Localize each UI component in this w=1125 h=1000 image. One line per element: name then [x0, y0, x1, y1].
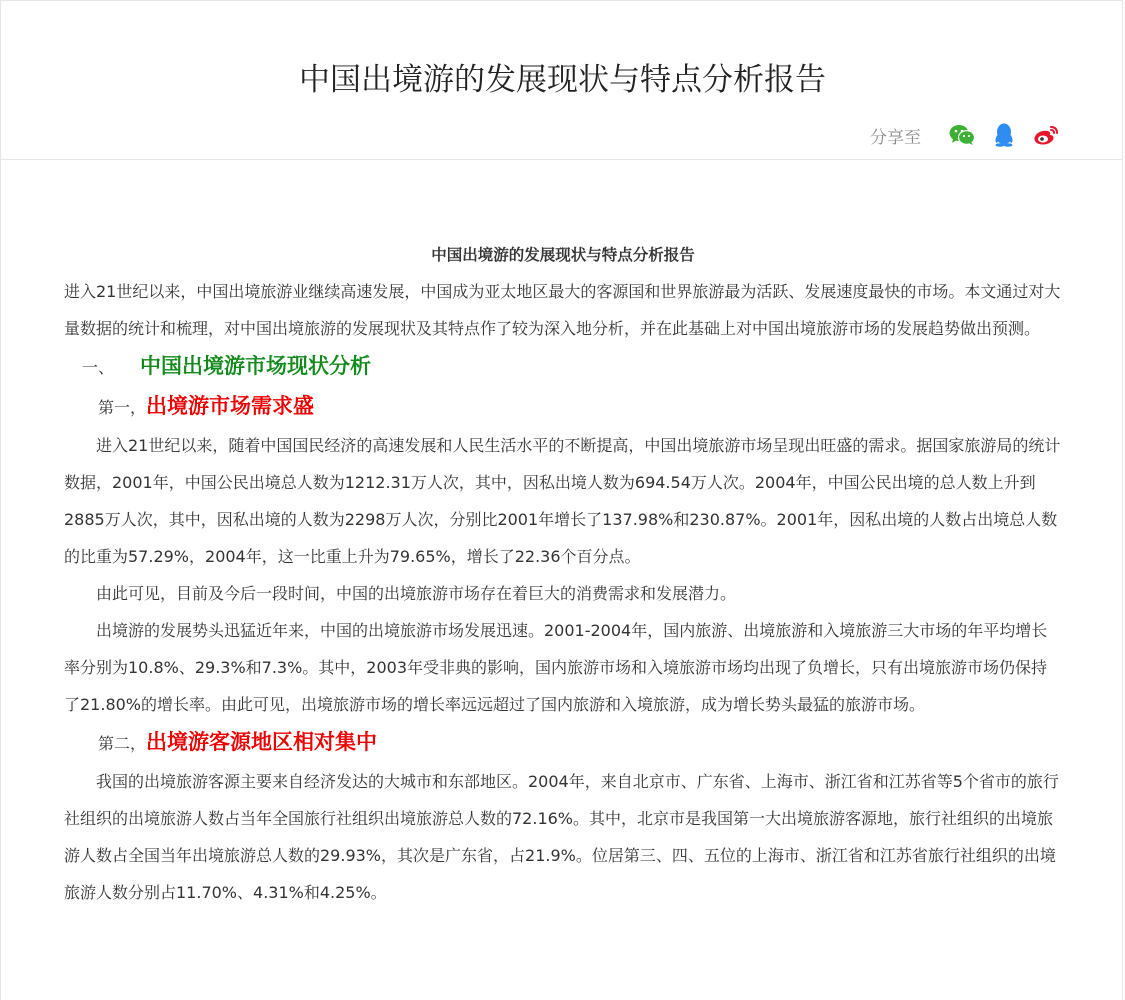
share-label: 分享至	[870, 127, 921, 148]
intro-paragraph: 进入21世纪以来，中国出境旅游业继续高速发展，中国成为亚太地区最大的客源国和世界旅游最为活跃、发展速度最快的市场。本文通过对大量数据的统计和梳理，对中国出境旅游的发展现状及其特点作了较为深入地分析，并在此基础上对中国出境旅游市场的发展趋势做出预测。	[64, 282, 1061, 338]
subsection-title: 出境游市场需求盛	[146, 394, 315, 418]
section-heading	[64, 347, 1062, 387]
paragraph: 进入21世纪以来，随着中国国民经济的高速发展和人民生活水平的不断提高，中国出境旅游市场呈现出旺盛的需求。据国家旅游局的统计数据，2001年，中国公民出境总人数为1212.31万人次，其中，因私出境人数为694.54万人次。2004年，中国公民出境的总人数上升到2885万人次，其中，因私出境的人数为2298万人次，分别比2001年增长了137.98%和230.87%。2001年，因私出境的人数占出境总人数的比重为57.29%，2004年，这一比重上升为79.65%，增长了22.36个百分点。	[64, 436, 1061, 566]
subsection-lead: 第二，	[98, 734, 147, 753]
subsection-lead: 第一，	[98, 398, 147, 417]
paragraph: 我国的出境旅游客源主要来自经济发达的大城市和东部地区。2004年，来自北京市、广东省、上海市、浙江省和江苏省等5个省市的旅行社组织的出境旅游人数占当年全国旅行社组织出境旅游总人数的72.16%。其中，北京市是我国第一大出境旅游客源地，旅行社组织的出境旅游人数占全国当年出境旅游总人数的29.93%，其次是广东省，占21.9%。位居第三、四、五位的上海市、浙江省和江苏省旅行社组织的出境旅游人数分别占11.70%、4.31%和4.25%。	[64, 772, 1059, 902]
qq-icon[interactable]	[989, 120, 1019, 150]
subsection-heading-2	[64, 723, 1062, 763]
subsection-heading-1	[64, 387, 1062, 427]
paragraph: 由此可见，目前及今后一段时间，中国的出境旅游市场存在着巨大的消费需求和发展潜力。	[96, 584, 737, 603]
article-content	[64, 237, 1062, 911]
section-number: 一、	[82, 358, 115, 377]
wechat-icon[interactable]	[947, 120, 977, 150]
article-title: 中国出境游的发展现状与特点分析报告	[431, 246, 695, 264]
page-header	[0, 0, 1123, 160]
page-title: 中国出境游的发展现状与特点分析报告	[299, 62, 826, 98]
section-title: 中国出境游市场现状分析	[140, 354, 371, 378]
share-bar	[870, 120, 1061, 150]
weibo-icon[interactable]	[1031, 120, 1061, 150]
subsection-title: 出境游客源地区相对集中	[146, 730, 378, 754]
paragraph: 出境游的发展势头迅猛近年来，中国的出境旅游市场发展迅速。2001-2004年，国内旅游、出境旅游和入境旅游三大市场的年平均增长率分别为10.8%、29.3%和7.3%。其中，2003年受非典的影响，国内旅游市场和入境旅游市场均出现了负增长，只有出境旅游市场仍保持了21.80%的增长率。由此可见，出境旅游市场的增长率远远超过了国内旅游和入境旅游，成为增长势头最猛的旅游市场。	[64, 621, 1048, 714]
